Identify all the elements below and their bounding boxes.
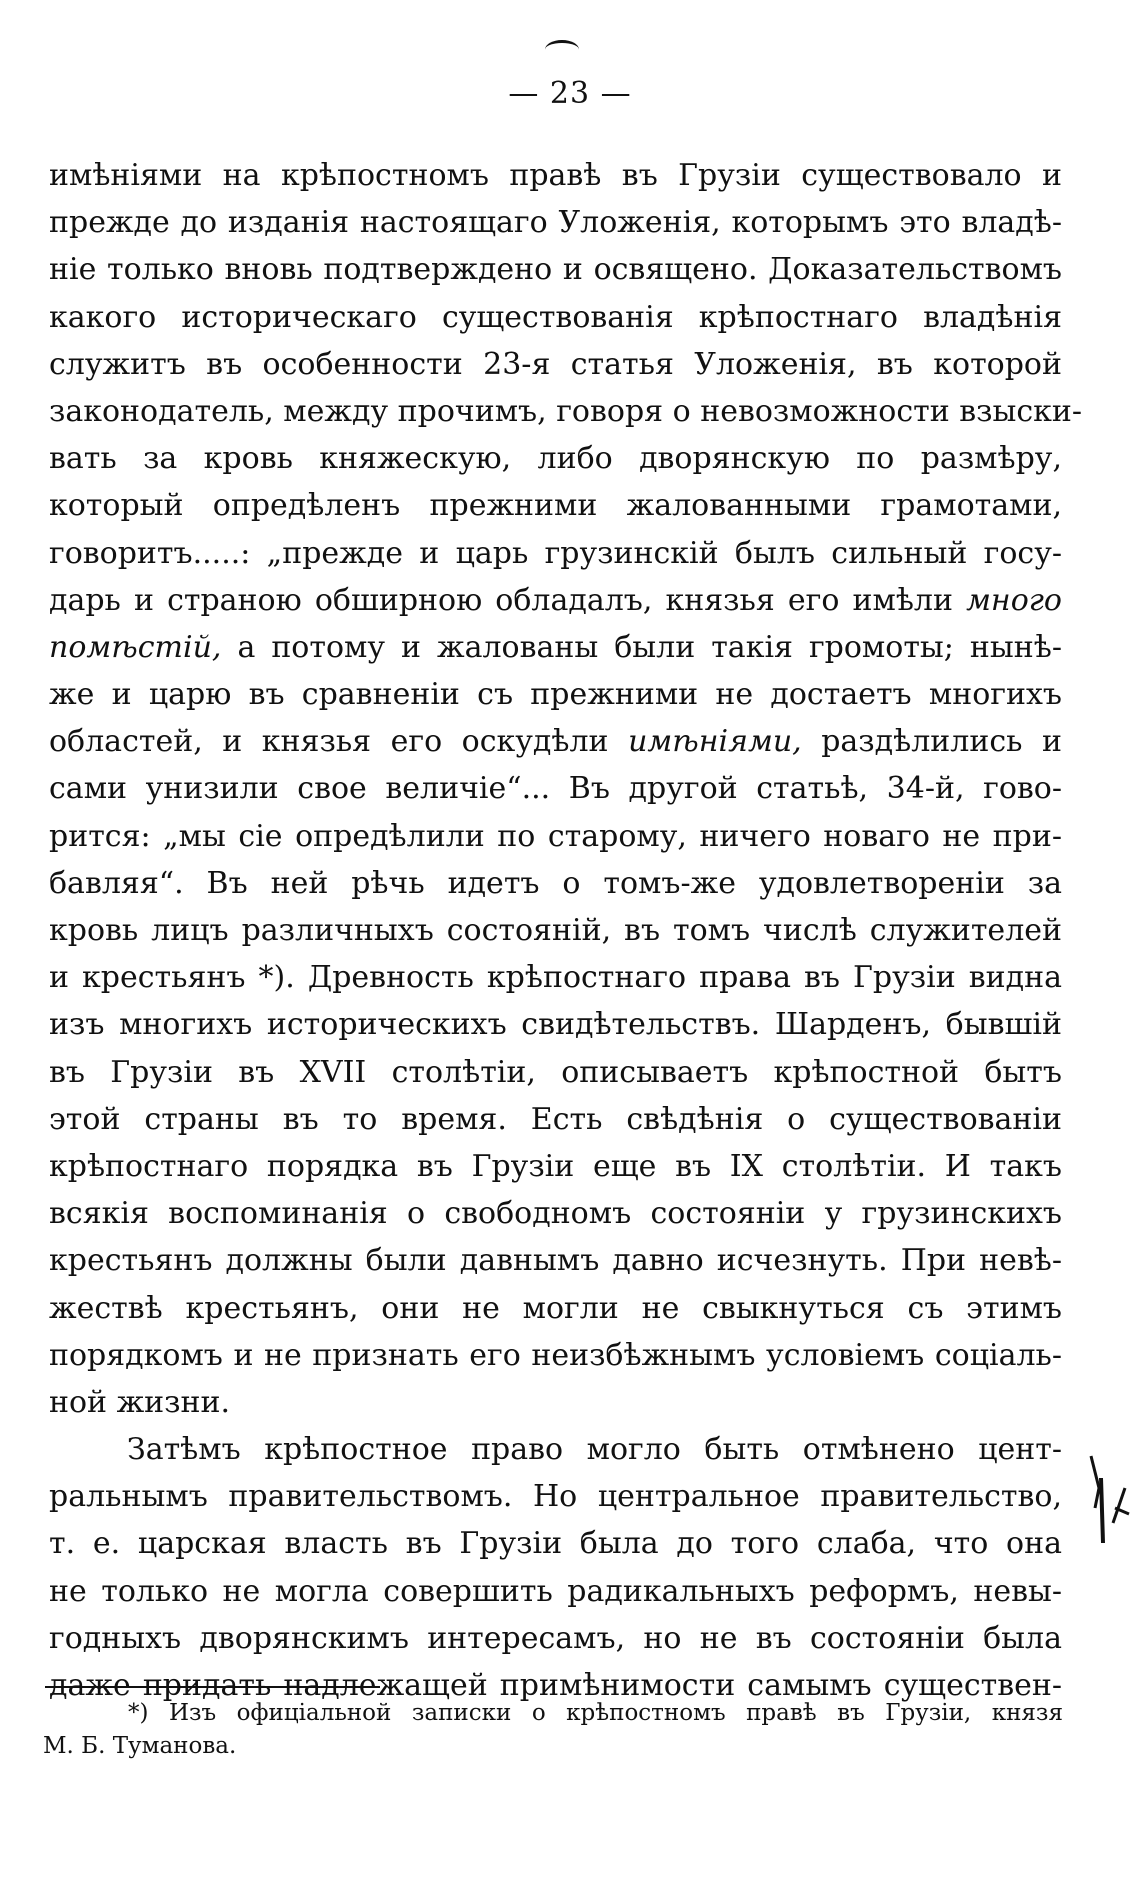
body-line-10-italic: много — [966, 582, 1062, 618]
body-line-21: этой страны въ то время. Есть свѣдѣнія о существованіи — [49, 1101, 1062, 1137]
body-line-5: служитъ въ особенности 23-я статья Уложенія, въ которой — [49, 346, 1062, 382]
body-line-10-text: дарь и страною обширною обладалъ, князья его имѣли — [49, 582, 953, 618]
handwritten-margin-mark — [1085, 1448, 1135, 1558]
body-line-13 — [49, 718, 1062, 765]
body-line-10 — [49, 577, 1062, 624]
body-line-17: кровь лицъ различныхъ состояній, въ томъ числѣ служителей — [49, 913, 1062, 948]
body-line-30: т. е. царская власть въ Грузіи была до того слаба, что она — [49, 1526, 1062, 1562]
body-line-11 — [49, 624, 1062, 671]
body-line-6: законодатель, между прочимъ, говоря о невозможности взыски- — [49, 393, 1083, 429]
page-top-mark — [545, 40, 579, 59]
body-line-13-after: раздѣлились и — [821, 724, 1062, 760]
body-line-11-italic: помѣстій, — [49, 629, 222, 665]
footnote-divider — [45, 1686, 380, 1688]
body-line-9: говоритъ.....: „прежде и царь грузинскій былъ сильный госу- — [49, 535, 1062, 571]
body-line-3: ніе только вновь подтверждено и освящено. Доказательствомъ — [49, 252, 1062, 288]
body-line-4: какого историческаго существованія крѣпостнаго владѣнія — [49, 299, 1062, 335]
body-line-13-italic: имѣніями, — [628, 724, 802, 760]
body-line-20: въ Грузіи въ XVII столѣтіи, описываетъ крѣпостной бытъ — [49, 1054, 1062, 1090]
body-line-31: не только не могла совершить радикальныхъ реформъ, невы- — [49, 1573, 1062, 1609]
body-line-33: даже придать надлежащей примѣнимости самымъ существен- — [49, 1668, 1062, 1703]
body-line-29: ральнымъ правительствомъ. Но центральное правительство, — [49, 1479, 1062, 1515]
body-line-2: прежде до изданія настоящаго Уложенія, которымъ это владѣ- — [49, 205, 1062, 241]
body-line-22: крѣпостнаго порядка въ Грузіи еще въ IX столѣтіи. И такъ — [49, 1148, 1062, 1184]
page-number: — 23 — — [508, 76, 632, 111]
body-line-12: же и царю въ сравненіи съ прежними не достаетъ многихъ — [49, 677, 1062, 713]
body-line-25: жествѣ крестьянъ, они не могли не свыкнуться съ этимъ — [49, 1290, 1062, 1326]
body-line-23: всякія воспоминанія о свободномъ состояніи у грузинскихъ — [49, 1196, 1062, 1232]
body-line-18: и крестьянъ *). Древность крѣпостнаго права въ Грузіи видна — [49, 960, 1062, 996]
body-line-27: ной жизни. — [49, 1384, 231, 1420]
body-line-19: изъ многихъ историческихъ свидѣтельствъ. Шарденъ, бывшій — [49, 1007, 1062, 1043]
body-line-26: порядкомъ и не признать его неизбѣжнымъ условіемъ соціаль- — [49, 1337, 1062, 1373]
body-line-11-text: а потому и жалованы были такія громоты; нынѣ- — [237, 629, 1062, 665]
body-line-16: бавляя“. Въ ней рѣчь идетъ о томъ-же удовлетвореніи за — [49, 865, 1062, 901]
body-line-1: имѣніями на крѣпостномъ правѣ въ Грузіи существовало и — [49, 158, 1062, 193]
body-line-28: Затѣмъ крѣпостное право могло быть отмѣнено цент- — [127, 1432, 1062, 1468]
body-line-24: крестьянъ должны были давнымъ давно исчезнуть. При невѣ- — [49, 1243, 1062, 1279]
footnote-line-1: *) Изъ офиціальной записки о крѣпостномъ правѣ въ Грузіи, князя — [128, 1700, 1063, 1726]
footnote-line-2: М. Б. Туманова. — [43, 1733, 237, 1759]
body-line-8: который опредѣленъ прежними жалованными грамотами, — [49, 488, 1062, 524]
footnote — [43, 1697, 1063, 1763]
body-line-14: сами унизили свое величіе“... Въ другой статьѣ, 34-й, гово- — [49, 771, 1062, 807]
body-line-13-before: областей, и князья его оскудѣли — [49, 724, 609, 760]
body-text — [49, 152, 1083, 1709]
body-line-7: вать за кровь княжескую, либо дворянскую по размѣру, — [49, 441, 1062, 477]
body-line-15: рится: „мы сіе опредѣлили по старому, ничего новаго не при- — [49, 818, 1062, 854]
body-line-32: годныхъ дворянскимъ интересамъ, но не въ состояніи была — [49, 1620, 1062, 1656]
